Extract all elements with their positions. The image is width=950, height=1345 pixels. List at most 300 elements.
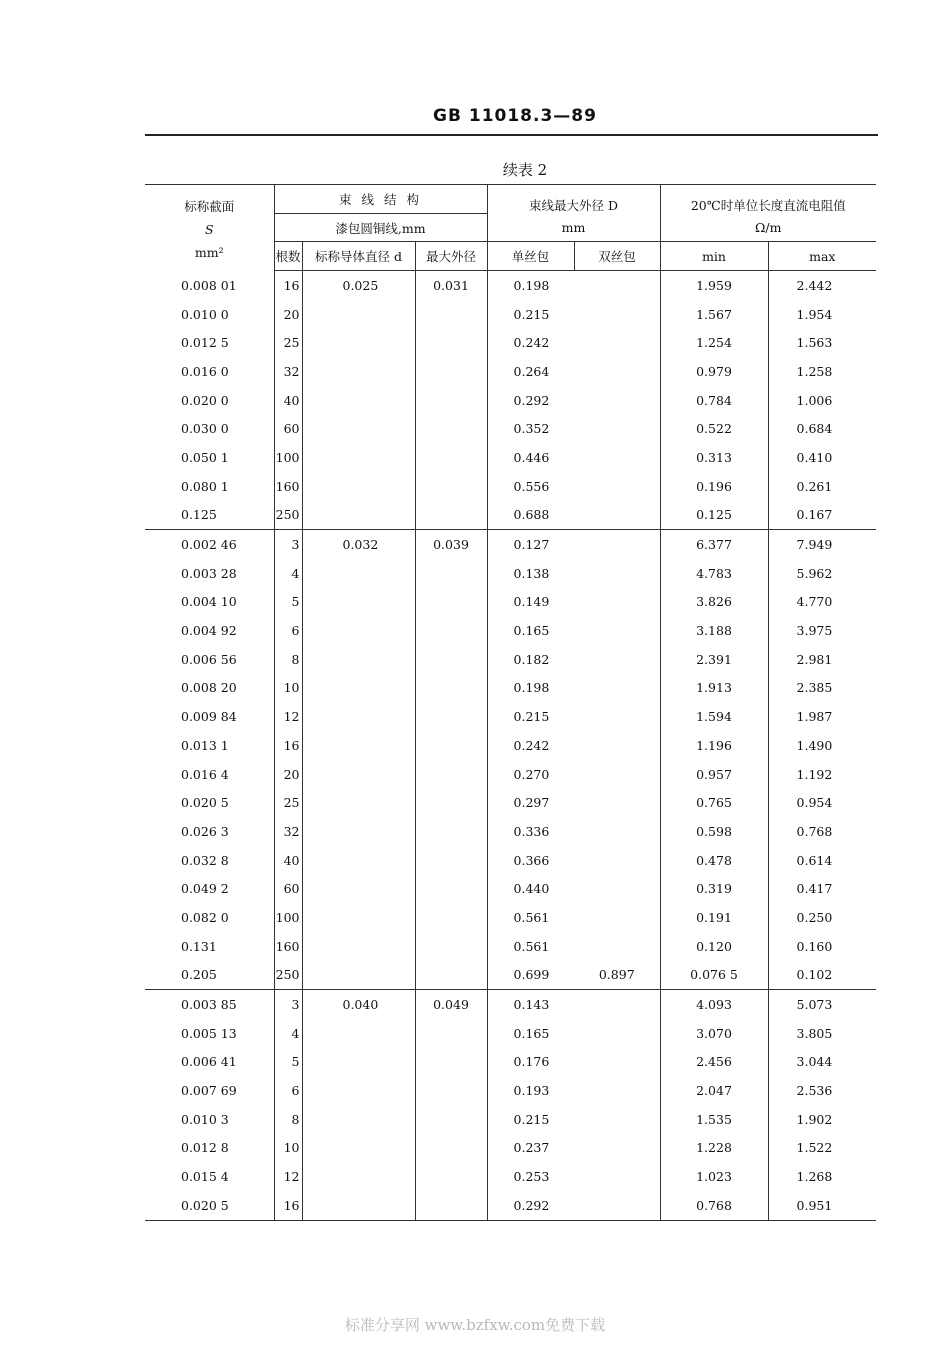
single-wrap-od-cell: 0.215 — [513, 709, 550, 725]
resistance-max-cell: 4.770 — [796, 594, 833, 610]
resistance-min-cell: 0.784 — [660, 386, 768, 415]
nominal-diameter-cell — [302, 1191, 415, 1220]
max-outer-diameter-cell: 0.031 — [415, 271, 487, 300]
wire-count-cell: 8 — [274, 645, 302, 674]
resistance-min-cell: 1.913 — [660, 674, 768, 703]
resistance-min-cell: 3.826 — [660, 588, 768, 617]
cross-section-cell: 0.013 1 — [181, 737, 229, 753]
nominal-diameter-cell: 0.025 — [302, 271, 415, 300]
single-wrap-od-cell: 0.446 — [513, 449, 550, 465]
resistance-min-cell: 0.076 5 — [660, 961, 768, 990]
double-wrap-od-cell — [574, 414, 660, 443]
max-outer-diameter-cell — [415, 443, 487, 472]
header-rule — [145, 134, 878, 136]
resistance-min-cell: 1.535 — [660, 1105, 768, 1134]
max-outer-diameter-cell — [415, 874, 487, 903]
single-wrap-od-cell: 0.242 — [513, 737, 550, 753]
cross-section-cell: 0.020 5 — [181, 795, 229, 811]
resistance-max-cell: 0.410 — [796, 449, 833, 465]
table-row — [145, 788, 876, 817]
cross-section-cell: 0.006 41 — [181, 1054, 237, 1070]
table-row — [145, 846, 876, 875]
resistance-min-cell: 2.391 — [660, 645, 768, 674]
resistance-max-cell: 2.385 — [796, 680, 833, 696]
wire-count-cell: 40 — [274, 386, 302, 415]
double-wrap-od-cell — [574, 903, 660, 932]
double-wrap-od-cell — [574, 1048, 660, 1077]
table-row — [145, 874, 876, 903]
table-caption: 续表 2 — [502, 161, 548, 179]
wire-count-cell: 100 — [274, 443, 302, 472]
wire-count-cell: 10 — [274, 1134, 302, 1163]
header-max: max — [768, 242, 876, 271]
cross-section-cell: 0.010 3 — [181, 1111, 229, 1127]
double-wrap-od-cell — [574, 588, 660, 617]
max-outer-diameter-cell — [415, 414, 487, 443]
header-max-outer: 最大外径 — [415, 242, 487, 271]
cross-section-cell: 0.006 56 — [181, 651, 237, 667]
table-row — [145, 1162, 876, 1191]
cross-section-cell: 0.020 0 — [181, 392, 229, 408]
max-outer-diameter-cell — [415, 645, 487, 674]
resistance-max-cell: 0.614 — [796, 852, 833, 868]
double-wrap-od-cell — [574, 1019, 660, 1048]
header-count: 根数 — [274, 242, 302, 271]
cross-section-cell: 0.125 — [145, 501, 274, 530]
resistance-min-cell: 0.979 — [660, 357, 768, 386]
wire-count-cell: 60 — [274, 414, 302, 443]
double-wrap-od-cell — [574, 1134, 660, 1163]
table-head — [145, 185, 876, 271]
single-wrap-od-cell: 0.215 — [513, 1111, 550, 1127]
resistance-max-cell: 3.975 — [796, 623, 833, 639]
double-wrap-od-cell — [574, 1191, 660, 1220]
single-wrap-od-cell: 0.242 — [513, 335, 550, 351]
wire-count-cell: 20 — [274, 300, 302, 329]
resistance-max-cell: 0.951 — [768, 1191, 876, 1220]
table-row — [145, 588, 876, 617]
nominal-diameter-cell — [302, 616, 415, 645]
single-wrap-od-cell: 0.193 — [513, 1083, 550, 1099]
header-resistance-unit: Ω/m — [660, 214, 876, 242]
nominal-diameter-cell — [302, 674, 415, 703]
single-wrap-od-cell: 0.127 — [513, 537, 550, 553]
single-wrap-od-cell: 0.143 — [513, 997, 550, 1013]
resistance-min-cell: 0.768 — [660, 1191, 768, 1220]
wire-count-cell: 160 — [274, 472, 302, 501]
wire-count-cell: 6 — [274, 616, 302, 645]
wire-spec-table — [145, 184, 876, 1221]
cross-section-cell: 0.016 0 — [181, 363, 229, 379]
single-wrap-od-cell: 0.688 — [487, 501, 574, 530]
resistance-min-cell: 6.377 — [660, 530, 768, 559]
wire-count-cell: 25 — [274, 788, 302, 817]
table-row — [145, 386, 876, 415]
table-body — [145, 271, 876, 1221]
table-row — [145, 1134, 876, 1163]
single-wrap-od-cell: 0.292 — [487, 1191, 574, 1220]
nominal-diameter-cell — [302, 1076, 415, 1105]
wire-count-cell: 100 — [274, 903, 302, 932]
nominal-diameter-cell — [302, 961, 415, 990]
cross-section-cell: 0.010 0 — [181, 306, 229, 322]
double-wrap-od-cell — [574, 731, 660, 760]
table-row — [145, 414, 876, 443]
single-wrap-od-cell: 0.149 — [513, 594, 550, 610]
header-nominal-diameter: 标称导体直径 d — [302, 242, 415, 271]
double-wrap-od-cell — [574, 990, 660, 1019]
resistance-max-cell: 1.954 — [796, 306, 833, 322]
single-wrap-od-cell: 0.561 — [513, 938, 550, 954]
table-row — [145, 357, 876, 386]
resistance-min-cell: 0.191 — [660, 903, 768, 932]
wire-count-cell: 250 — [274, 961, 302, 990]
double-wrap-od-cell — [574, 443, 660, 472]
resistance-max-cell: 1.268 — [796, 1169, 833, 1185]
resistance-min-cell: 1.023 — [660, 1162, 768, 1191]
double-wrap-od-cell — [574, 846, 660, 875]
single-wrap-od-cell: 0.138 — [513, 565, 550, 581]
max-outer-diameter-cell — [415, 472, 487, 501]
table-row — [145, 760, 876, 789]
resistance-max-cell: 3.044 — [796, 1054, 833, 1070]
max-outer-diameter-cell — [415, 788, 487, 817]
cross-section-cell: 0.004 10 — [181, 594, 237, 610]
max-outer-diameter-cell — [415, 961, 487, 990]
resistance-min-cell: 1.196 — [660, 731, 768, 760]
nominal-diameter-cell — [302, 817, 415, 846]
nominal-diameter-cell — [302, 588, 415, 617]
resistance-min-cell: 0.478 — [660, 846, 768, 875]
table-row — [145, 702, 876, 731]
table-row — [145, 932, 876, 961]
cross-section-cell: 0.049 2 — [181, 881, 229, 897]
table-row — [145, 645, 876, 674]
double-wrap-od-cell — [574, 386, 660, 415]
table-row — [145, 472, 876, 501]
max-outer-diameter-cell — [415, 1191, 487, 1220]
nominal-diameter-cell — [302, 1134, 415, 1163]
table-row — [145, 674, 876, 703]
resistance-min-cell: 0.313 — [660, 443, 768, 472]
single-wrap-od-cell: 0.336 — [513, 823, 550, 839]
resistance-max-cell: 0.250 — [796, 909, 833, 925]
resistance-min-cell: 1.228 — [660, 1134, 768, 1163]
resistance-min-cell: 0.120 — [660, 932, 768, 961]
single-wrap-od-cell: 0.198 — [513, 680, 550, 696]
nominal-diameter-cell — [302, 903, 415, 932]
cross-section-cell: 0.030 0 — [181, 421, 229, 437]
cross-section-cell: 0.002 46 — [181, 537, 237, 553]
header-section-cell — [145, 185, 274, 271]
cross-section-cell: 0.003 85 — [181, 997, 237, 1013]
cross-section-cell: 0.012 5 — [181, 335, 229, 351]
double-wrap-od-cell — [574, 1076, 660, 1105]
table-row — [145, 1076, 876, 1105]
resistance-max-cell: 5.962 — [796, 565, 833, 581]
cross-section-cell: 0.003 28 — [181, 565, 237, 581]
max-outer-diameter-cell — [415, 328, 487, 357]
max-outer-diameter-cell — [415, 300, 487, 329]
wire-count-cell: 8 — [274, 1105, 302, 1134]
nominal-diameter-cell — [302, 357, 415, 386]
table-row — [145, 903, 876, 932]
resistance-max-cell: 2.536 — [796, 1083, 833, 1099]
header-bundle-od: 束线最大外径 D — [487, 185, 660, 214]
single-wrap-od-cell: 0.440 — [513, 881, 550, 897]
single-wrap-od-cell: 0.253 — [513, 1169, 550, 1185]
table-row — [145, 731, 876, 760]
nominal-diameter-cell — [302, 731, 415, 760]
cross-section-cell: 0.004 92 — [181, 623, 237, 639]
resistance-max-cell: 3.805 — [796, 1025, 833, 1041]
resistance-min-cell: 4.783 — [660, 559, 768, 588]
resistance-min-cell: 1.594 — [660, 702, 768, 731]
resistance-min-cell: 0.319 — [660, 874, 768, 903]
max-outer-diameter-cell — [415, 702, 487, 731]
wire-count-cell: 16 — [274, 731, 302, 760]
resistance-max-cell: 1.522 — [796, 1140, 833, 1156]
nominal-diameter-cell — [302, 559, 415, 588]
nominal-diameter-cell — [302, 645, 415, 674]
resistance-max-cell: 0.167 — [768, 501, 876, 530]
max-outer-diameter-cell — [415, 817, 487, 846]
max-outer-diameter-cell: 0.049 — [415, 990, 487, 1019]
table-row — [145, 443, 876, 472]
double-wrap-od-cell — [574, 328, 660, 357]
max-outer-diameter-cell — [415, 932, 487, 961]
nominal-diameter-cell — [302, 1048, 415, 1077]
resistance-max-cell: 2.981 — [796, 651, 833, 667]
nominal-diameter-cell: 0.032 — [302, 530, 415, 559]
max-outer-diameter-cell — [415, 1019, 487, 1048]
resistance-max-cell: 1.490 — [796, 737, 833, 753]
single-wrap-od-cell: 0.366 — [513, 852, 550, 868]
double-wrap-od-cell — [574, 645, 660, 674]
cross-section-cell: 0.009 84 — [181, 709, 237, 725]
table-row — [145, 501, 876, 530]
cross-section-cell: 0.020 5 — [145, 1191, 274, 1220]
max-outer-diameter-cell — [415, 846, 487, 875]
resistance-max-cell: 0.417 — [796, 881, 833, 897]
resistance-max-cell: 1.258 — [796, 363, 833, 379]
max-outer-diameter-cell — [415, 1076, 487, 1105]
wire-count-cell: 32 — [274, 357, 302, 386]
nominal-diameter-cell — [302, 788, 415, 817]
max-outer-diameter-cell — [415, 1162, 487, 1191]
header-bundle-unit: mm — [487, 214, 660, 242]
single-wrap-od-cell: 0.182 — [513, 651, 550, 667]
resistance-min-cell: 0.598 — [660, 817, 768, 846]
resistance-max-cell: 1.987 — [796, 709, 833, 725]
resistance-min-cell: 2.047 — [660, 1076, 768, 1105]
resistance-min-cell: 0.957 — [660, 760, 768, 789]
resistance-min-cell: 1.959 — [660, 271, 768, 300]
double-wrap-od-cell — [574, 300, 660, 329]
resistance-max-cell: 7.949 — [796, 537, 833, 553]
table-row — [145, 1105, 876, 1134]
resistance-min-cell: 2.456 — [660, 1048, 768, 1077]
resistance-max-cell: 1.006 — [796, 392, 833, 408]
max-outer-diameter-cell — [415, 760, 487, 789]
double-wrap-od-cell — [574, 932, 660, 961]
header-wire-type: 漆包圆铜线,mm — [274, 214, 487, 242]
single-wrap-od-cell: 0.699 — [487, 961, 574, 990]
wire-count-cell: 25 — [274, 328, 302, 357]
resistance-min-cell: 0.196 — [660, 472, 768, 501]
watermark-text: 标准分享网 www.bzfxw.com免费下载 — [344, 1316, 606, 1334]
double-wrap-od-cell — [574, 760, 660, 789]
max-outer-diameter-cell — [415, 674, 487, 703]
double-wrap-od-cell — [574, 472, 660, 501]
single-wrap-od-cell: 0.352 — [513, 421, 550, 437]
wire-count-cell: 5 — [274, 1048, 302, 1077]
header-structure: 束 线 结 构 — [274, 185, 487, 214]
single-wrap-od-cell: 0.165 — [513, 1025, 550, 1041]
nominal-diameter-cell — [302, 846, 415, 875]
nominal-diameter-cell — [302, 874, 415, 903]
double-wrap-od-cell — [574, 271, 660, 300]
header-resistance: 20℃时单位长度直流电阻值 — [660, 185, 876, 214]
wire-count-cell: 12 — [274, 702, 302, 731]
table-row — [145, 1191, 876, 1220]
max-outer-diameter-cell — [415, 1105, 487, 1134]
resistance-max-cell: 1.192 — [796, 766, 833, 782]
single-wrap-od-cell: 0.215 — [513, 306, 550, 322]
standard-number-header: GB 11018.3—89 — [433, 106, 597, 126]
wire-count-cell: 40 — [274, 846, 302, 875]
table-row — [145, 1048, 876, 1077]
double-wrap-od-cell — [574, 674, 660, 703]
wire-count-cell: 60 — [274, 874, 302, 903]
wire-count-cell: 12 — [274, 1162, 302, 1191]
table-row — [145, 990, 876, 1019]
cross-section-cell: 0.015 4 — [181, 1169, 229, 1185]
wire-count-cell: 6 — [274, 1076, 302, 1105]
cross-section-cell: 0.026 3 — [181, 823, 229, 839]
wire-count-cell: 16 — [274, 271, 302, 300]
wire-count-cell: 3 — [274, 530, 302, 559]
resistance-min-cell: 3.188 — [660, 616, 768, 645]
cross-section-cell: 0.012 8 — [181, 1140, 229, 1156]
double-wrap-od-cell — [574, 1105, 660, 1134]
resistance-max-cell: 0.102 — [768, 961, 876, 990]
single-wrap-od-cell: 0.198 — [513, 277, 550, 293]
double-wrap-od-cell — [574, 357, 660, 386]
double-wrap-od-cell — [574, 702, 660, 731]
header-section-unit: mm² — [194, 245, 224, 260]
max-outer-diameter-cell — [415, 588, 487, 617]
double-wrap-od-cell — [574, 559, 660, 588]
double-wrap-od-cell — [574, 501, 660, 530]
wire-count-cell: 4 — [274, 559, 302, 588]
resistance-max-cell: 1.902 — [796, 1111, 833, 1127]
max-outer-diameter-cell: 0.039 — [415, 530, 487, 559]
wire-count-cell: 4 — [274, 1019, 302, 1048]
resistance-min-cell: 1.254 — [660, 328, 768, 357]
cross-section-cell: 0.005 13 — [181, 1025, 237, 1041]
max-outer-diameter-cell — [415, 616, 487, 645]
table-row — [145, 271, 876, 300]
resistance-max-cell: 0.160 — [796, 938, 833, 954]
cross-section-cell: 0.131 — [181, 938, 217, 954]
wire-count-cell: 160 — [274, 932, 302, 961]
cross-section-cell: 0.007 69 — [181, 1083, 237, 1099]
nominal-diameter-cell: 0.040 — [302, 990, 415, 1019]
table-row — [145, 1019, 876, 1048]
table-row — [145, 961, 876, 990]
wire-count-cell: 16 — [274, 1191, 302, 1220]
single-wrap-od-cell: 0.237 — [513, 1140, 550, 1156]
header-min: min — [660, 242, 768, 271]
cross-section-cell: 0.008 01 — [181, 277, 237, 293]
wire-count-cell: 3 — [274, 990, 302, 1019]
nominal-diameter-cell — [302, 760, 415, 789]
nominal-diameter-cell — [302, 1105, 415, 1134]
nominal-diameter-cell — [302, 443, 415, 472]
table-row — [145, 530, 876, 559]
cross-section-cell: 0.080 1 — [181, 478, 229, 494]
single-wrap-od-cell: 0.292 — [513, 392, 550, 408]
header-section-symbol: S — [204, 222, 214, 237]
table-row — [145, 559, 876, 588]
max-outer-diameter-cell — [415, 501, 487, 530]
single-wrap-od-cell: 0.264 — [513, 363, 550, 379]
wire-count-cell: 32 — [274, 817, 302, 846]
nominal-diameter-cell — [302, 386, 415, 415]
header-section-label: 标称截面 — [184, 199, 235, 214]
max-outer-diameter-cell — [415, 559, 487, 588]
double-wrap-od-cell — [574, 1162, 660, 1191]
max-outer-diameter-cell — [415, 903, 487, 932]
double-wrap-od-cell: 0.897 — [574, 961, 660, 990]
table-row — [145, 328, 876, 357]
resistance-max-cell: 0.684 — [796, 421, 833, 437]
resistance-max-cell: 0.768 — [796, 823, 833, 839]
single-wrap-od-cell: 0.561 — [513, 909, 550, 925]
single-wrap-od-cell: 0.297 — [513, 795, 550, 811]
single-wrap-od-cell: 0.556 — [513, 478, 550, 494]
max-outer-diameter-cell — [415, 1048, 487, 1077]
nominal-diameter-cell — [302, 501, 415, 530]
wire-count-cell: 10 — [274, 674, 302, 703]
cross-section-cell: 0.050 1 — [181, 449, 229, 465]
single-wrap-od-cell: 0.165 — [513, 623, 550, 639]
nominal-diameter-cell — [302, 328, 415, 357]
max-outer-diameter-cell — [415, 731, 487, 760]
wire-count-cell: 20 — [274, 760, 302, 789]
cross-section-cell: 0.032 8 — [181, 852, 229, 868]
resistance-min-cell: 0.522 — [660, 414, 768, 443]
resistance-min-cell: 1.567 — [660, 300, 768, 329]
resistance-min-cell: 4.093 — [660, 990, 768, 1019]
max-outer-diameter-cell — [415, 386, 487, 415]
cross-section-cell: 0.016 4 — [181, 766, 229, 782]
nominal-diameter-cell — [302, 1162, 415, 1191]
resistance-max-cell: 1.563 — [796, 335, 833, 351]
double-wrap-od-cell — [574, 530, 660, 559]
single-wrap-od-cell: 0.176 — [513, 1054, 550, 1070]
double-wrap-od-cell — [574, 817, 660, 846]
header-double-wrap: 双丝包 — [574, 242, 660, 271]
cross-section-cell: 0.082 0 — [181, 909, 229, 925]
nominal-diameter-cell — [302, 932, 415, 961]
table-row — [145, 817, 876, 846]
table-row — [145, 300, 876, 329]
cross-section-cell: 0.205 — [145, 961, 274, 990]
header-single-wrap: 单丝包 — [487, 242, 574, 271]
wire-count-cell: 5 — [274, 588, 302, 617]
